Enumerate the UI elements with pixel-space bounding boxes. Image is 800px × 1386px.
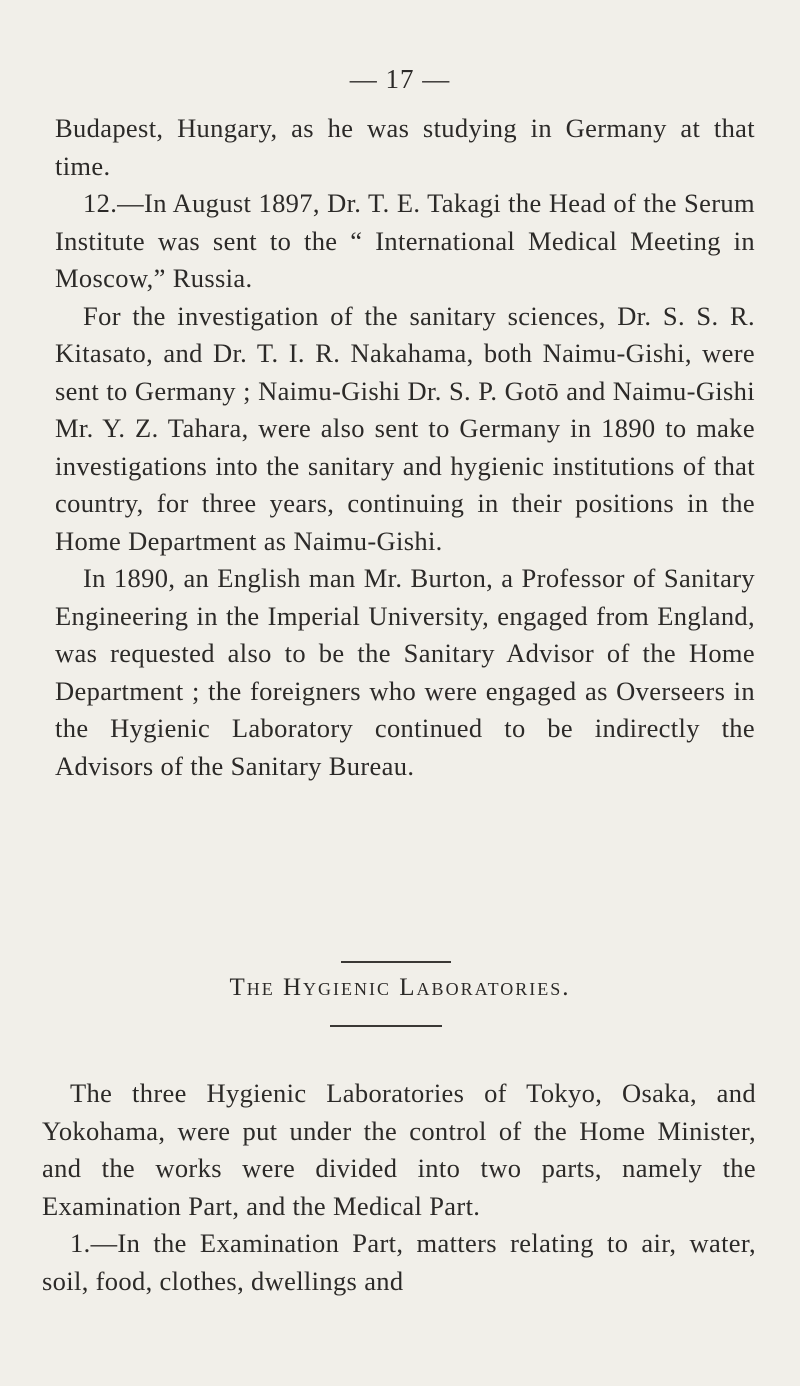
paragraph-investigation-germany: For the investigation of the sanitary sciences, Dr. S. S. R. Kitasato, and Dr. T. I. R. Nakahama, both Naimu-Gishi, were sent to Germany ; Naimu-Gishi Dr. S. P. Gotō and Naimu-Gishi Mr. Y. Z. Tahara, were also sent to Germany in 1890 to make investigations into the sanitary and hygienic institutions of that country, for three years, continuing in their positions in the Home Department as Naimu-Gishi. [55, 300, 755, 556]
paragraph-examination-part: 1.—In the Examination Part, matters relating to air, water, soil, food, clothes, dwellings and [42, 1228, 756, 1296]
top-text-block [55, 110, 755, 785]
page-number: — 17 — [349, 64, 451, 94]
section-heading: The Hygienic Laboratories. [229, 974, 571, 1001]
bottom-text-block [42, 1027, 756, 1300]
paragraph-continuation: Budapest, Hungary, as he was studying in Germany at that time. [55, 113, 755, 181]
paragraph-moscow-meeting: 12.—In August 1897, Dr. T. E. Takagi the Head of the Serum Institute was sent to the “ International Medical Meeting in Moscow,” Russia. [55, 188, 755, 293]
section-divider-top [341, 961, 451, 963]
paragraph-burton-advisor: In 1890, an English man Mr. Burton, a Professor of Sanitary Engineering in the Imperial University, engaged from England, was requested also to be the Sanitary Advisor of the Home Department ; the foreigners who were engaged as Overseers in the Hygienic Laboratory continued to be indirectly the Advisors of the Sanitary Bureau. [55, 563, 755, 781]
paragraph-three-laboratories: The three Hygienic Laboratories of Tokyo, Osaka, and Yokohama, were put under the control of the Home Minister, and the works were divided into two parts, namely the Examination Part, and the Medical Part. [42, 1078, 756, 1221]
